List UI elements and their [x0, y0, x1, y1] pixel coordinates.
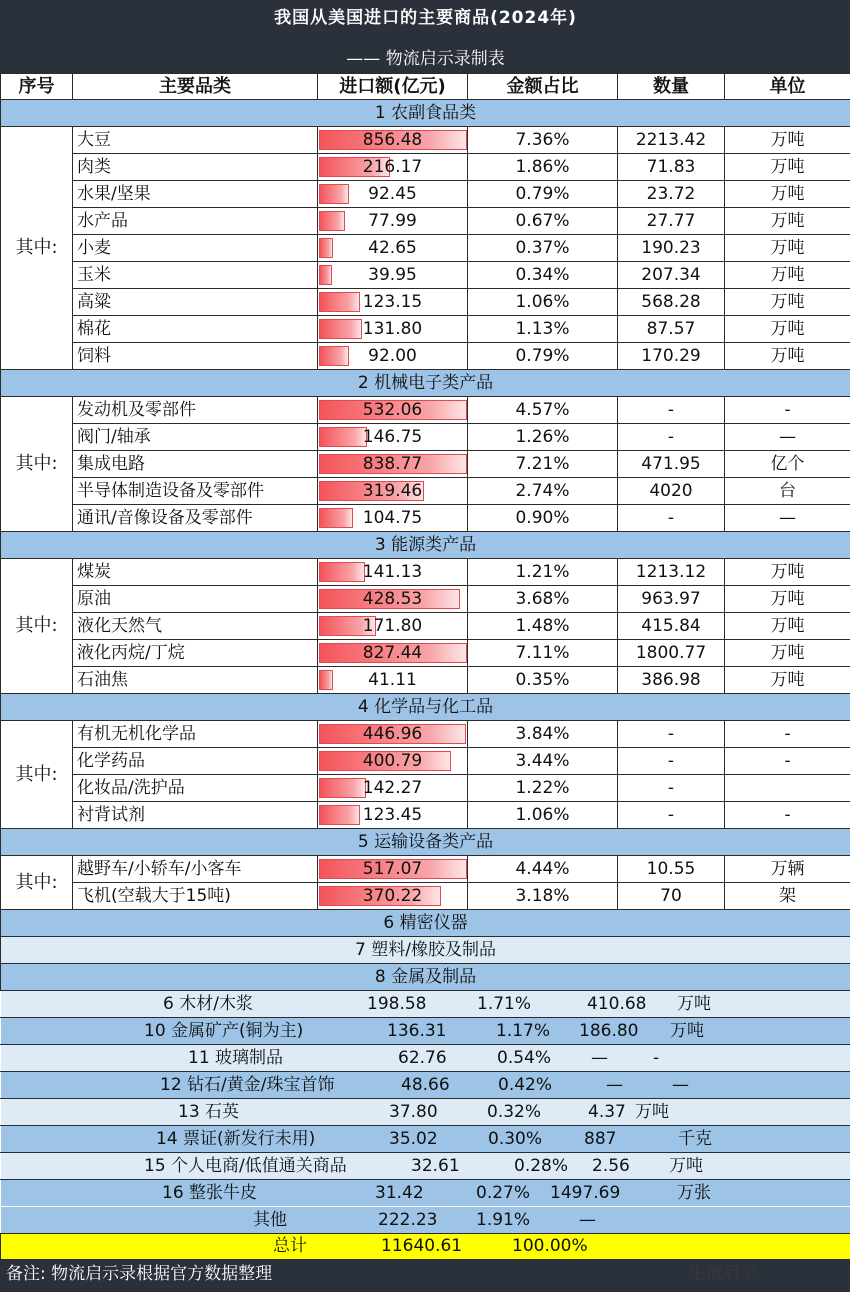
- quantity-value: 186.80: [579, 1021, 639, 1041]
- header-category: 主要品类: [73, 74, 318, 100]
- unit-value: 万吨: [725, 586, 850, 613]
- share-value: 0.28%: [514, 1156, 569, 1176]
- unit-value: 万吨: [725, 667, 850, 694]
- item-name: 小麦: [73, 235, 318, 262]
- amount-cell: [318, 208, 468, 235]
- item-name: 其他: [253, 1210, 287, 1230]
- section-title: 4 化学品与化工品: [1, 694, 850, 721]
- unit-value: 万吨: [677, 994, 711, 1014]
- unit-value: 万辆: [725, 856, 850, 883]
- flat-row-cell: [1, 991, 850, 1018]
- section-row: [1, 694, 850, 721]
- flat-row-cell: [1, 1045, 850, 1072]
- amount-value: 446.96: [362, 723, 423, 744]
- amount-value: 104.75: [362, 507, 423, 528]
- amount-cell: [318, 451, 468, 478]
- share-value: 0.37%: [468, 235, 618, 262]
- quantity-value: 27.77: [618, 208, 725, 235]
- amount-value: 77.99: [368, 210, 417, 231]
- item-name: 水产品: [73, 208, 318, 235]
- quantity-value: 386.98: [618, 667, 725, 694]
- share-value: 0.34%: [468, 262, 618, 289]
- unit-value: 万吨: [725, 127, 850, 154]
- table-row: [1, 478, 850, 505]
- share-value: 1.91%: [476, 1210, 531, 1230]
- unit-value: 万吨: [725, 640, 850, 667]
- group-label: 其中:: [1, 127, 73, 370]
- section-row: [1, 937, 850, 964]
- item-name: 原油: [73, 586, 318, 613]
- amount-value: 42.65: [368, 237, 417, 258]
- share-value: 1.26%: [468, 424, 618, 451]
- share-value: 7.11%: [468, 640, 618, 667]
- table-row: [1, 748, 850, 775]
- amount-value: 92.45: [368, 183, 417, 204]
- group-label: 其中:: [1, 721, 73, 829]
- share-value: 3.18%: [468, 883, 618, 910]
- amount-value: 856.48: [362, 129, 423, 150]
- item-name: 发动机及零部件: [73, 397, 318, 424]
- unit-value: 万吨: [725, 262, 850, 289]
- quantity-value: 568.28: [618, 289, 725, 316]
- section-title: 6 精密仪器: [1, 910, 850, 937]
- amount-value: 428.53: [362, 588, 423, 609]
- amount-value: 370.22: [362, 885, 423, 906]
- item-name: 煤炭: [73, 559, 318, 586]
- unit-value: 万吨: [725, 208, 850, 235]
- amount-value: 37.80: [389, 1102, 438, 1122]
- amount-value: 319.46: [362, 480, 423, 501]
- amount-value: 32.61: [411, 1156, 460, 1176]
- total-amount: 11640.61: [381, 1236, 463, 1256]
- unit-value: 万吨: [725, 289, 850, 316]
- quantity-value: 10.55: [618, 856, 725, 883]
- section-row: [1, 100, 850, 127]
- unit-value: 万吨: [725, 154, 850, 181]
- amount-value: 92.00: [368, 345, 417, 366]
- unit-value: 亿个: [725, 451, 850, 478]
- quantity-value: 4.37: [588, 1102, 626, 1122]
- amount-cell: [318, 505, 468, 532]
- header-amount: 进口额(亿元): [318, 74, 468, 100]
- quantity-value: -: [618, 397, 725, 424]
- table-subtitle: —— 物流启示录制表: [1, 36, 850, 74]
- amount-cell: [318, 883, 468, 910]
- share-value: 4.44%: [468, 856, 618, 883]
- item-name: 16 整张牛皮: [162, 1183, 258, 1203]
- table-row: [1, 208, 850, 235]
- unit-value: [725, 775, 850, 802]
- amount-cell: [318, 397, 468, 424]
- header-row: [1, 74, 850, 100]
- quantity-value: 2213.42: [618, 127, 725, 154]
- amount-cell: [318, 613, 468, 640]
- table-row: [1, 505, 850, 532]
- table-row: [1, 316, 850, 343]
- share-value: 1.21%: [468, 559, 618, 586]
- share-value: 0.90%: [468, 505, 618, 532]
- share-value: 0.35%: [468, 667, 618, 694]
- share-value: 0.32%: [487, 1102, 542, 1122]
- footer-cell: [1, 1260, 850, 1292]
- amount-cell: [318, 289, 468, 316]
- unit-value: 千克: [678, 1129, 712, 1149]
- amount-cell: [318, 154, 468, 181]
- table-row: [1, 991, 850, 1018]
- unit-value: 万吨: [670, 1021, 704, 1041]
- unit-value: —: [672, 1075, 689, 1095]
- unit-value: 万吨: [725, 181, 850, 208]
- section-row: [1, 964, 850, 991]
- share-value: 0.30%: [488, 1129, 543, 1149]
- amount-value: 517.07: [362, 858, 423, 879]
- table-row: [1, 856, 850, 883]
- amount-cell: [318, 856, 468, 883]
- item-name: 饲料: [73, 343, 318, 370]
- amount-cell: [318, 640, 468, 667]
- amount-value: 136.31: [387, 1021, 447, 1041]
- amount-cell: [318, 748, 468, 775]
- amount-cell: [318, 775, 468, 802]
- amount-value: 532.06: [362, 399, 423, 420]
- unit-value: 万吨: [725, 559, 850, 586]
- unit-value: 万吨: [725, 235, 850, 262]
- amount-cell: [318, 181, 468, 208]
- table-row: [1, 154, 850, 181]
- item-name: 越野车/小轿车/小客车: [73, 856, 318, 883]
- quantity-value: 1213.12: [618, 559, 725, 586]
- item-name: 14 票证(新发行未用): [156, 1129, 316, 1149]
- table-row: [1, 1153, 850, 1180]
- header-index: 序号: [1, 74, 73, 100]
- amount-value: 198.58: [367, 994, 427, 1014]
- amount-cell: [318, 721, 468, 748]
- unit-value: -: [725, 721, 850, 748]
- item-name: 大豆: [73, 127, 318, 154]
- item-name: 棉花: [73, 316, 318, 343]
- item-name: 衬背试剂: [73, 802, 318, 829]
- quantity-value: 471.95: [618, 451, 725, 478]
- table-row: [1, 721, 850, 748]
- share-value: 0.42%: [498, 1075, 553, 1095]
- flat-row-cell: [1, 1072, 850, 1099]
- share-value: 0.79%: [468, 343, 618, 370]
- total-label: 总计: [273, 1236, 307, 1256]
- amount-value: 31.42: [375, 1183, 424, 1203]
- item-name: 石油焦: [73, 667, 318, 694]
- section-row: [1, 532, 850, 559]
- amount-value: 146.75: [362, 426, 423, 447]
- flat-row-cell: [1, 1153, 850, 1180]
- share-value: 1.06%: [468, 802, 618, 829]
- table-row: [1, 1126, 850, 1153]
- amount-cell: [318, 316, 468, 343]
- quantity-value: -: [618, 721, 725, 748]
- quantity-value: —: [591, 1048, 608, 1068]
- amount-value: 171.80: [362, 615, 423, 636]
- quantity-value: 190.23: [618, 235, 725, 262]
- share-value: 2.74%: [468, 478, 618, 505]
- total-row: [1, 1234, 850, 1260]
- amount-cell: [318, 235, 468, 262]
- share-value: 1.71%: [477, 994, 532, 1014]
- table-row: [1, 262, 850, 289]
- watermark-text: 生流启示: [689, 1264, 757, 1284]
- share-value: 0.79%: [468, 181, 618, 208]
- share-value: 3.68%: [468, 586, 618, 613]
- table-row: [1, 1099, 850, 1126]
- quantity-value: 87.57: [618, 316, 725, 343]
- table-row: [1, 640, 850, 667]
- flat-row-cell: [1, 1180, 850, 1207]
- amount-cell: [318, 424, 468, 451]
- item-name: 高粱: [73, 289, 318, 316]
- share-value: 1.48%: [468, 613, 618, 640]
- group-label: 其中:: [1, 856, 73, 910]
- share-value: 1.17%: [496, 1021, 551, 1041]
- quantity-value: 410.68: [587, 994, 647, 1014]
- total-cell: [1, 1234, 850, 1260]
- share-value: 1.86%: [468, 154, 618, 181]
- quantity-value: -: [618, 505, 725, 532]
- item-name: 水果/坚果: [73, 181, 318, 208]
- section-title: 8 金属及制品: [1, 964, 850, 991]
- section-row: [1, 829, 850, 856]
- table-row: [1, 289, 850, 316]
- unit-value: 万吨: [725, 613, 850, 640]
- item-name: 集成电路: [73, 451, 318, 478]
- section-title: 3 能源类产品: [1, 532, 850, 559]
- table-row: [1, 1072, 850, 1099]
- amount-value: 39.95: [368, 264, 417, 285]
- share-value: 3.84%: [468, 721, 618, 748]
- quantity-value: 170.29: [618, 343, 725, 370]
- amount-value: 123.45: [362, 804, 423, 825]
- section-title: 5 运输设备类产品: [1, 829, 850, 856]
- section-title: 1 农副食品类: [1, 100, 850, 127]
- header-share: 金额占比: [468, 74, 618, 100]
- share-value: 1.22%: [468, 775, 618, 802]
- amount-value: 827.44: [362, 642, 423, 663]
- table-row: [1, 613, 850, 640]
- item-name: 12 钻石/黄金/珠宝首饰: [160, 1075, 335, 1095]
- table-row: [1, 1207, 850, 1234]
- item-name: 液化丙烷/丁烷: [73, 640, 318, 667]
- share-value: 0.67%: [468, 208, 618, 235]
- amount-cell: [318, 667, 468, 694]
- amount-cell: [318, 559, 468, 586]
- section-title: 2 机械电子类产品: [1, 370, 850, 397]
- section-row: [1, 370, 850, 397]
- table-row: [1, 883, 850, 910]
- amount-value: 400.79: [362, 750, 423, 771]
- item-name: 11 玻璃制品: [188, 1048, 284, 1068]
- amount-value: 838.77: [362, 453, 423, 474]
- table-title: 我国从美国进口的主要商品(2024年): [1, 1, 850, 36]
- quantity-value: —: [579, 1210, 596, 1230]
- table-row: [1, 397, 850, 424]
- amount-value: 222.23: [378, 1210, 438, 1230]
- amount-cell: [318, 343, 468, 370]
- unit-value: -: [725, 802, 850, 829]
- amount-cell: [318, 478, 468, 505]
- table-row: [1, 1018, 850, 1045]
- amount-value: 142.27: [362, 777, 423, 798]
- quantity-value: 2.56: [592, 1156, 630, 1176]
- unit-value: -: [653, 1048, 660, 1068]
- unit-value: -: [725, 397, 850, 424]
- item-name: 阀门/轴承: [73, 424, 318, 451]
- table-row: [1, 451, 850, 478]
- item-name: 半导体制造设备及零部件: [73, 478, 318, 505]
- amount-value: 48.66: [401, 1075, 450, 1095]
- amount-value: 41.11: [368, 669, 417, 690]
- amount-value: 35.02: [389, 1129, 438, 1149]
- total-share: 100.00%: [512, 1236, 588, 1256]
- table-row: [1, 802, 850, 829]
- unit-value: 万吨: [725, 343, 850, 370]
- item-name: 玉米: [73, 262, 318, 289]
- item-name: 化学药品: [73, 748, 318, 775]
- table-row: [1, 127, 850, 154]
- share-value: 1.13%: [468, 316, 618, 343]
- section-row: [1, 910, 850, 937]
- table-row: [1, 1180, 850, 1207]
- flat-row-cell: [1, 1126, 850, 1153]
- quantity-value: 887: [584, 1129, 617, 1149]
- share-value: 7.36%: [468, 127, 618, 154]
- share-value: 4.57%: [468, 397, 618, 424]
- share-value: 7.21%: [468, 451, 618, 478]
- amount-value: 62.76: [398, 1048, 447, 1068]
- footer-note: 备注: 物流启示录根据官方数据整理: [6, 1264, 273, 1284]
- flat-row-cell: [1, 1207, 850, 1234]
- table-row: [1, 235, 850, 262]
- quantity-value: 1800.77: [618, 640, 725, 667]
- item-name: 肉类: [73, 154, 318, 181]
- unit-value: —: [725, 505, 850, 532]
- quantity-value: 4020: [618, 478, 725, 505]
- unit-value: -: [725, 748, 850, 775]
- share-value: 0.27%: [476, 1183, 531, 1203]
- quantity-value: -: [618, 424, 725, 451]
- amount-value: 141.13: [362, 561, 423, 582]
- amount-cell: [318, 586, 468, 613]
- quantity-value: 963.97: [618, 586, 725, 613]
- table-row: [1, 181, 850, 208]
- section-title: 7 塑料/橡胶及制品: [1, 937, 850, 964]
- quantity-value: —: [606, 1075, 623, 1095]
- flat-row-cell: [1, 1099, 850, 1126]
- item-name: 15 个人电商/低值通关商品: [144, 1156, 347, 1176]
- table-row: [1, 424, 850, 451]
- table-row: [1, 586, 850, 613]
- quantity-value: 23.72: [618, 181, 725, 208]
- amount-cell: [318, 802, 468, 829]
- table-row: [1, 667, 850, 694]
- share-value: 0.54%: [497, 1048, 552, 1068]
- unit-value: 万吨: [669, 1156, 703, 1176]
- quantity-value: 70: [618, 883, 725, 910]
- quantity-value: 415.84: [618, 613, 725, 640]
- header-quantity: 数量: [618, 74, 725, 100]
- footer-row: [1, 1260, 850, 1292]
- item-name: 6 木材/木浆: [163, 994, 253, 1014]
- item-name: 化妆品/洗护品: [73, 775, 318, 802]
- share-value: 1.06%: [468, 289, 618, 316]
- quantity-value: -: [618, 775, 725, 802]
- amount-value: 216.17: [362, 156, 423, 177]
- item-name: 飞机(空载大于15吨): [73, 883, 318, 910]
- unit-value: 台: [725, 478, 850, 505]
- item-name: 13 石英: [178, 1102, 240, 1122]
- quantity-value: 71.83: [618, 154, 725, 181]
- group-label: 其中:: [1, 397, 73, 532]
- header-unit: 单位: [725, 74, 850, 100]
- item-name: 有机无机化学品: [73, 721, 318, 748]
- share-value: 3.44%: [468, 748, 618, 775]
- item-name: 10 金属矿产(铜为主): [144, 1021, 304, 1041]
- amount-value: 131.80: [362, 318, 423, 339]
- table-row: [1, 559, 850, 586]
- unit-value: 万吨: [725, 316, 850, 343]
- unit-value: 架: [725, 883, 850, 910]
- quantity-value: 207.34: [618, 262, 725, 289]
- table-row: [1, 1045, 850, 1072]
- unit-value: 万吨: [635, 1102, 669, 1122]
- item-name: 液化天然气: [73, 613, 318, 640]
- item-name: 通讯/音像设备及零部件: [73, 505, 318, 532]
- amount-cell: [318, 262, 468, 289]
- table-row: [1, 343, 850, 370]
- table-row: [1, 775, 850, 802]
- amount-value: 123.15: [362, 291, 423, 312]
- quantity-value: 1497.69: [550, 1183, 621, 1203]
- unit-value: 万张: [677, 1183, 711, 1203]
- quantity-value: -: [618, 748, 725, 775]
- quantity-value: -: [618, 802, 725, 829]
- amount-cell: [318, 127, 468, 154]
- group-label: 其中:: [1, 559, 73, 694]
- flat-row-cell: [1, 1018, 850, 1045]
- unit-value: —: [725, 424, 850, 451]
